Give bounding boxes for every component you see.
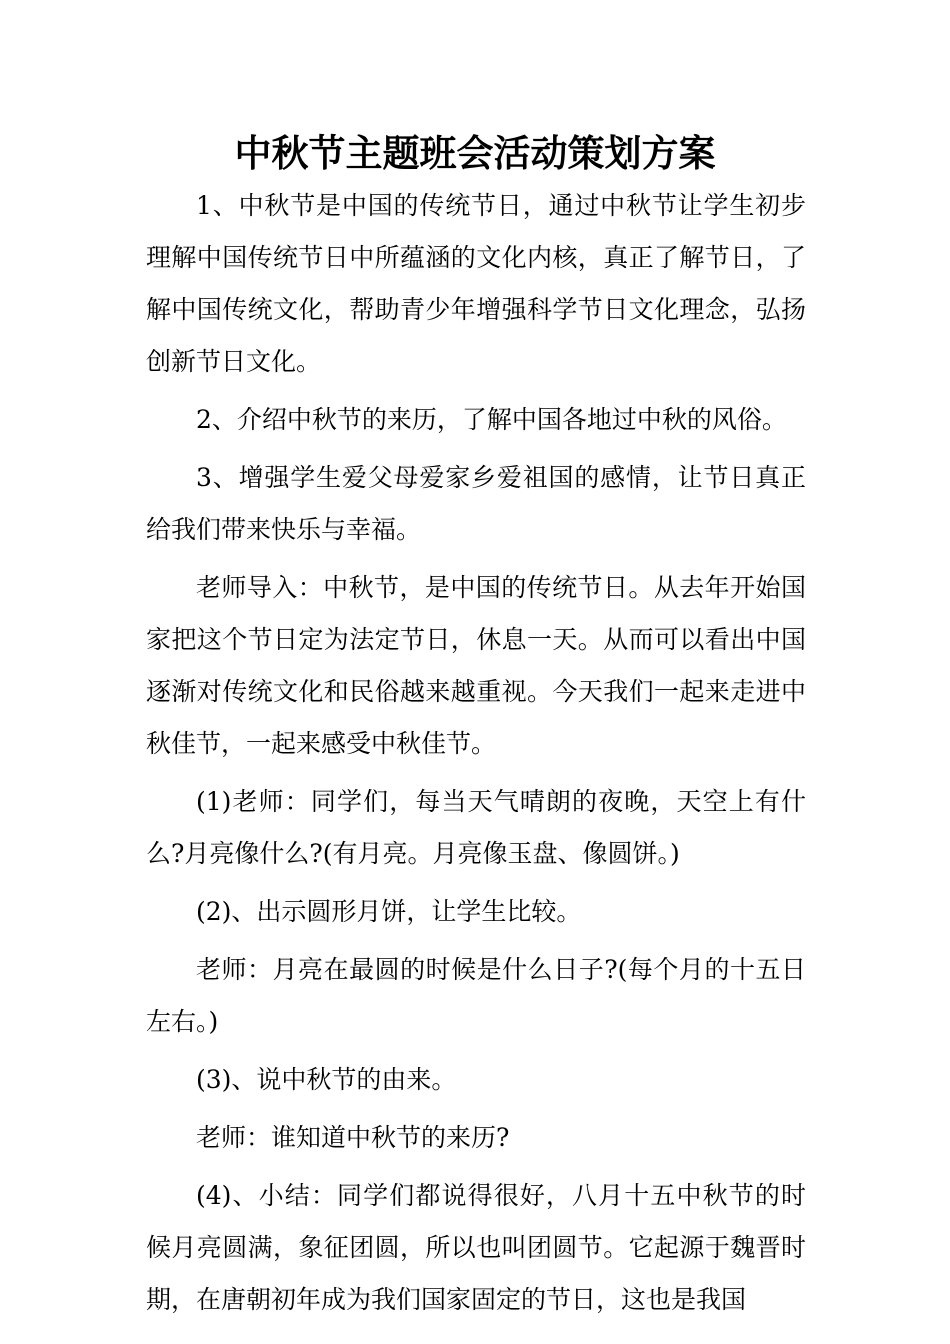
document-title: 中秋节主题班会活动策划方案: [234, 131, 716, 175]
paragraph-step-2: (2)、出示圆形月饼，让学生比较。: [196, 897, 582, 926]
paragraph-step-1: (1)老师：同学们，每当天气晴朗的夜晚，天空上有什么?月亮像什么?(有月亮。月亮像玉盘、像圆饼。): [146, 787, 806, 868]
paragraph-step-4-summary: (4)、小结：同学们都说得很好，八月十五中秋节的时候月亮圆满，象征团圆，所以也叫团圆节。它起源于魏晋时期，在唐朝初年成为我们国家固定的节日，这也是我国: [146, 1181, 806, 1314]
paragraph-teacher-question: 老师：月亮在最圆的时候是什么日子?(每个月的十五日左右。): [146, 955, 806, 1036]
paragraph-step-3: (3)、说中秋节的由来。: [196, 1065, 457, 1094]
paragraph-objective-1: 1、中秋节是中国的传统节日，通过中秋节让学生初步理解中国传统节日中所蕴涵的文化内核，真正了解节日，了解中国传统文化，帮助青少年增强科学节日文化理念，弘扬创新节日文化。: [146, 191, 806, 376]
paragraph-teacher-intro: 老师导入：中秋节，是中国的传统节日。从去年开始国家把这个节日定为法定节日，休息一天。从而可以看出中国逐渐对传统文化和民俗越来越重视。今天我们一起来走进中秋佳节，一起来感受中秋佳节。: [146, 573, 806, 758]
document-body: [146, 180, 806, 1332]
paragraph-objective-2: 2、介绍中秋节的来历，了解中国各地过中秋的风俗。: [196, 405, 787, 434]
paragraph-objective-3: 3、增强学生爱父母爱家乡爱祖国的感情，让节日真正给我们带来快乐与幸福。: [146, 463, 806, 544]
paragraph-teacher-origin-question: 老师：谁知道中秋节的来历?: [196, 1123, 510, 1152]
